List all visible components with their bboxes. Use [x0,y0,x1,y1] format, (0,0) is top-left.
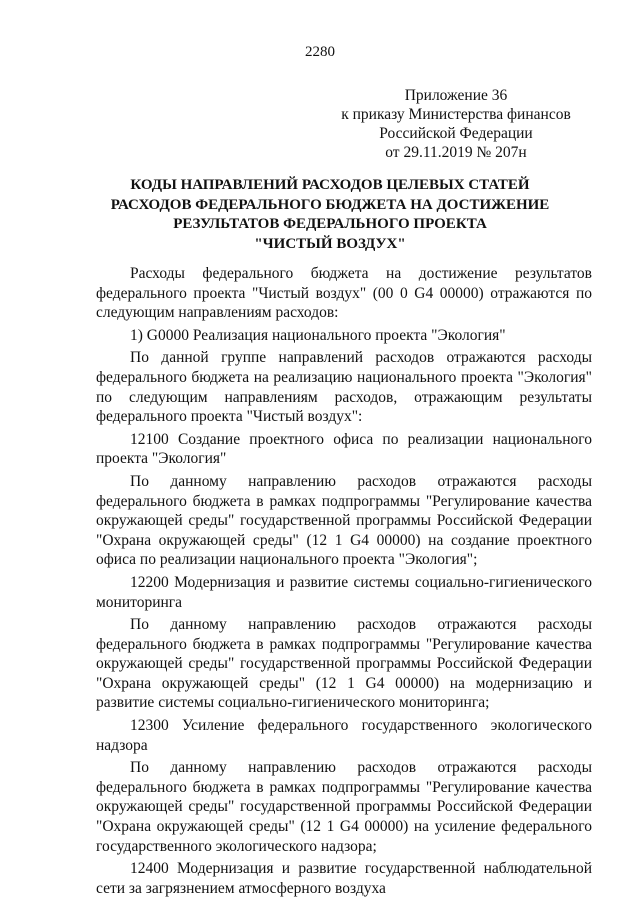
appendix-line: Российской Федерации [379,125,533,142]
document-body [96,264,592,901]
title-line: КОДЫ НАПРАВЛЕНИЙ РАСХОДОВ ЦЕЛЕВЫХ СТАТЕЙ [130,177,530,193]
paragraph: Расходы федерального бюджета на достижение результатов федерального проекта "Чистый воздух" (00 0 G4 00000) отражаются по следующим направлениям расходов: [96,265,592,322]
paragraph: По данному направлению расходов отражаются расходы федерального бюджета в рамках подпрограммы "Регулирование качества окружающей среды" государственной программы Российской Федерации "Охрана окружающей среды" (12 1 G4 00000) на модернизацию и развитие системы социально-гигиенического мониторинга; [96,616,592,712]
appendix-line: к приказу Министерства финансов [341,106,571,123]
paragraph: 12300 Усиление федерального государственного экологического надзора [96,717,592,754]
paragraph: 12400 Модернизация и развитие государственной наблюдательной сети за загрязнением атмосферного воздуха [96,860,592,897]
paragraph: По данной группе направлений расходов отражаются расходы федерального бюджета на реализацию национального проекта "Экология" по следующим направлениям расходов, отражающим результаты федерального проекта "Чистый воздух": [96,349,592,426]
appendix-header [336,86,576,162]
document-title [90,176,570,254]
appendix-line: Приложение 36 [404,87,508,104]
title-line: РЕЗУЛЬТАТОВ ФЕДЕРАЛЬНОГО ПРОЕКТА [173,216,487,232]
appendix-line: от 29.11.2019 № 207н [385,144,527,161]
page-number: 2280 [305,44,335,60]
paragraph: По данному направлению расходов отражаются расходы федерального бюджета в рамках подпрограммы "Регулирование качества окружающей среды" государственной программы Российской Федерации "Охрана окружающей среды" (12 1 G4 00000) на усиление федерального государственного экологического надзора; [96,759,592,855]
paragraph: 12100 Создание проектного офиса по реализации национального проекта "Экология" [96,430,592,468]
title-line: РАСХОДОВ ФЕДЕРАЛЬНОГО БЮДЖЕТА НА ДОСТИЖЕНИЕ [110,196,550,213]
paragraph: 12200 Модернизация и развитие системы социально-гигиенического мониторинга [96,573,592,611]
paragraph: По данному направлению расходов отражаются расходы федерального бюджета в рамках подпрограммы "Регулирование качества окружающей среды" государственной программы Российской Федерации "Охрана окружающей среды" (12 1 G4 00000) на создание проектного офиса по реализации национального проекта "Экология"; [96,472,592,569]
paragraph: 1) G0000 Реализация национального проекта "Экология" [130,326,506,344]
title-line: "ЧИСТЫЙ ВОЗДУХ" [254,235,406,252]
